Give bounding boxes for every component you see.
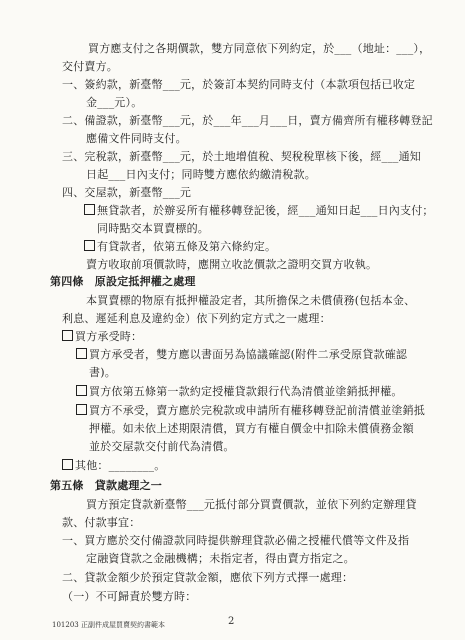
option-assume-confirm-cont: 書)。 xyxy=(89,366,116,379)
option-assume-confirm xyxy=(76,348,407,362)
item-tax-payment: 三、完稅款，新臺幣___元，於土地增值稅、契稅稅單核下後，經___通知 xyxy=(62,150,421,163)
checkbox-other[interactable] xyxy=(62,459,73,470)
checkbox-no-loan[interactable] xyxy=(84,204,95,215)
footer-page-number: 2 xyxy=(228,616,235,627)
item-handover-payment: 四、交屋款，新臺幣___元 xyxy=(62,186,192,199)
item-signing-payment: 一、簽約款，新臺幣___元，於簽訂本契約同時支付（本款項包括已收定 xyxy=(62,78,416,91)
item-document-payment: 二、備證款，新臺幣___元，於___年___月___日，賣方備齊所有權移轉登記 xyxy=(62,114,433,127)
option-seller-repay-text: 買方不承受，賣方應於完稅款或申請所有權移轉登記前清償並塗銷抵 xyxy=(89,404,425,417)
option-bank-repay xyxy=(76,385,403,399)
item-loan-shortfall-sub1: （一）不可歸責於雙方時： xyxy=(62,590,197,603)
option-has-loan xyxy=(84,240,276,254)
option-buyer-assumes xyxy=(62,330,142,344)
heading-article-5: 第五條 貸款處理之一 xyxy=(50,479,162,492)
option-has-loan-text: 有貸款者，依第五條及第六條約定。 xyxy=(97,240,277,253)
option-other xyxy=(62,459,165,473)
checkbox-has-loan[interactable] xyxy=(84,240,95,251)
item-tax-payment-cont: 日起___日內支付；同時雙方應依約繳清稅款。 xyxy=(86,168,316,181)
paragraph-loan-intro-cont: 款、付款事宜： xyxy=(62,516,141,529)
heading-article-4: 第四條 原設定抵押權之處理 xyxy=(50,275,196,288)
option-no-loan-cont: 同時點交本買賣標的。 xyxy=(97,222,209,235)
paragraph-mortgage-intro: 本買賣標的物原有抵押權設定者，其所擔保之未償債務(包括本金、 xyxy=(86,294,416,307)
item-document-payment-cont: 應備文件同時支付。 xyxy=(86,132,187,145)
option-other-text: 其他：________。 xyxy=(75,459,166,472)
checkbox-buyer-assumes[interactable] xyxy=(62,330,73,341)
checkbox-assume-confirm[interactable] xyxy=(76,348,87,359)
item-loan-documents: 一、買方應於交付備證款同時提供辦理貸款必備之授權代償等文件及指 xyxy=(62,534,410,547)
option-seller-repay-cont2: 並於交屋款交付前代為清償。 xyxy=(89,440,235,453)
option-no-loan xyxy=(84,204,434,218)
option-no-loan-text: 無貸款者，於辦妥所有權移轉登記後，經___通知日起___日內支付； xyxy=(97,204,434,217)
checkbox-seller-repay[interactable] xyxy=(76,404,87,415)
paragraph-loan-intro: 買方預定貸款新臺幣___元抵付部分買賣價款，並依下列約定辦理貸 xyxy=(86,498,417,511)
option-seller-repay-cont: 押權。如未依上述期限清償，買方有權自價金中扣除未償債務金額 xyxy=(89,422,414,435)
option-bank-repay-text: 買方依第五條第一款約定授權貸款銀行代為清償並塗銷抵押權。 xyxy=(89,385,403,398)
item-loan-documents-cont: 定融資貸款之金融機構；未指定者，得由賣方指定之。 xyxy=(86,552,355,565)
checkbox-bank-repay[interactable] xyxy=(76,385,87,396)
item-signing-payment-cont: 金___元）。 xyxy=(86,96,143,109)
footer-document-code: 101203 正副件成屋買賣契約書範本 xyxy=(52,621,165,629)
option-seller-repay xyxy=(76,404,425,418)
item-loan-shortfall: 二、貸款金額少於預定貸款金額，應依下列方式擇一處理： xyxy=(62,571,354,584)
paragraph-payment-intro: 買方應支付之各期價款，雙方同意依下列約定，於___（地址：___）， xyxy=(88,42,431,55)
paragraph-mortgage-intro-cont: 利息、遲延利息及違約金）依下列約定方式之一處理： xyxy=(62,312,331,325)
paragraph-receipt: 賣方收取前項價款時，應開立收訖價款之證明交買方收執。 xyxy=(86,258,378,271)
paragraph-payment-intro-cont: 交付賣方。 xyxy=(62,60,118,73)
option-assume-confirm-text: 買方承受者，雙方應以書面另為協議確認(附件二承受原貸款確認 xyxy=(89,348,408,361)
option-buyer-assumes-text: 買方承受時： xyxy=(75,330,143,343)
